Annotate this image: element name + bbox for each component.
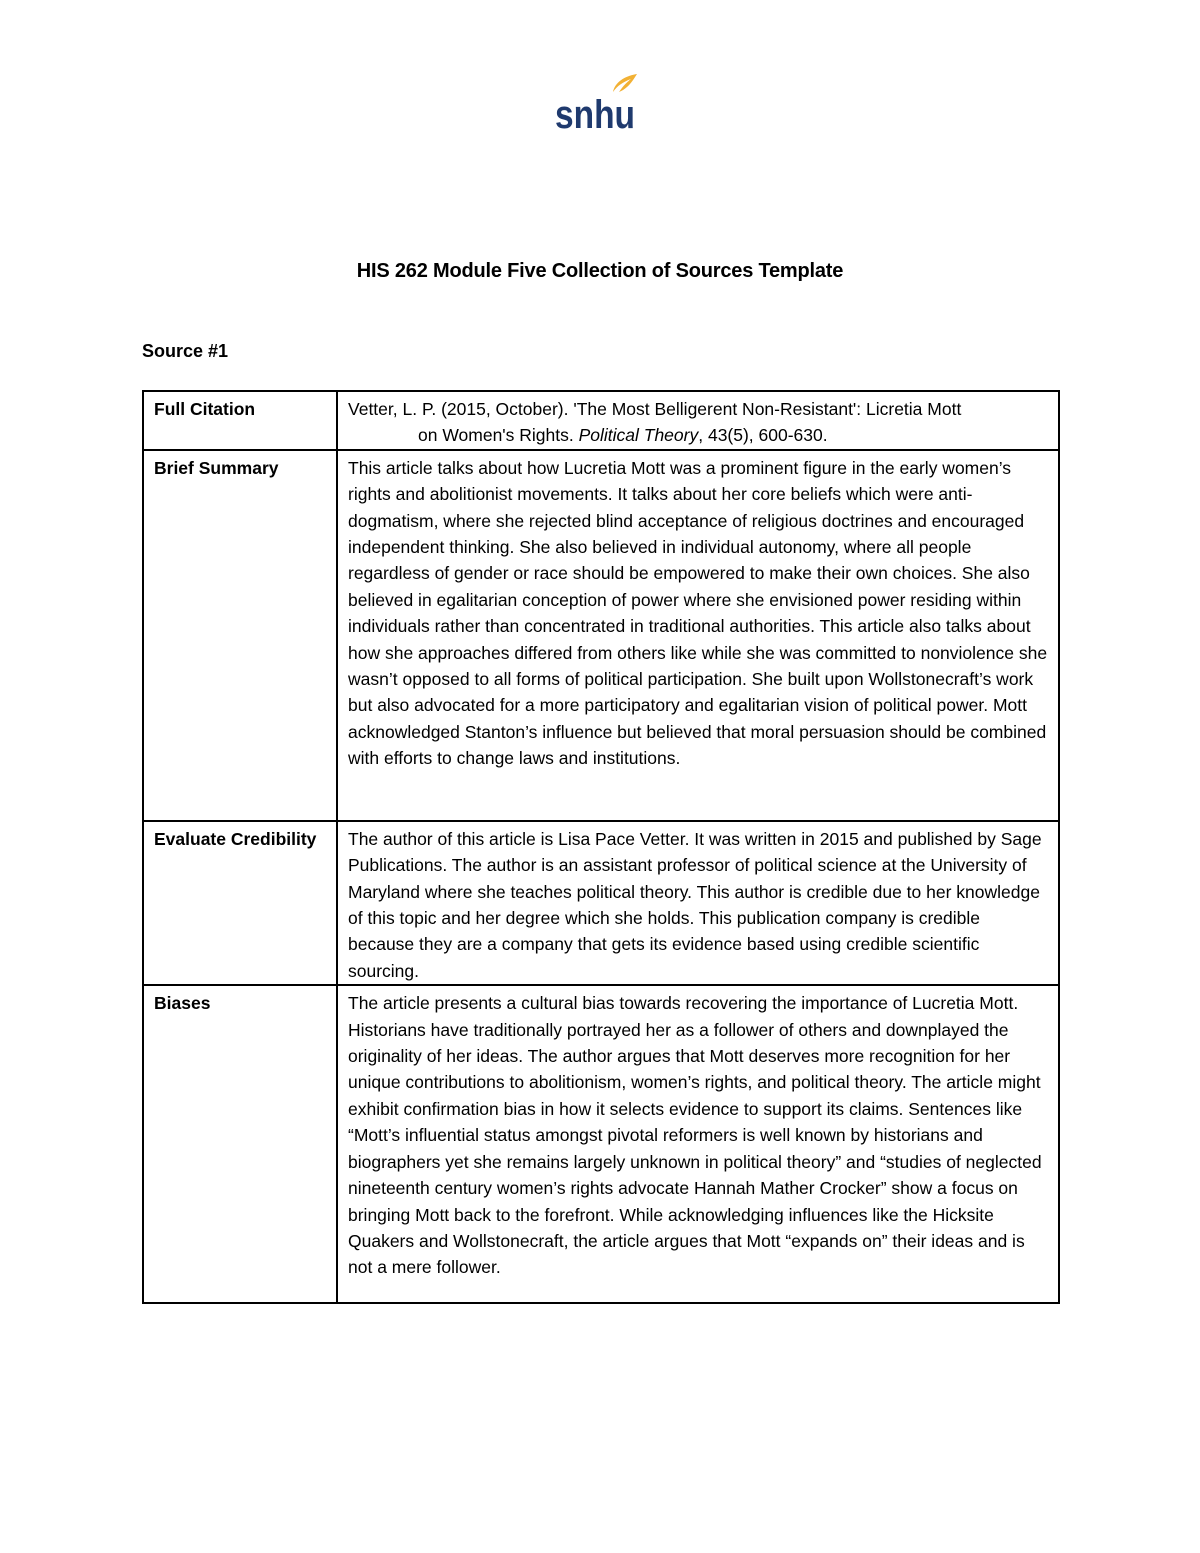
biases-text: The article presents a cultural bias towards recovering the importance of Lucretia Mott. Historians have traditionally portrayed her as a follower of others and downplayed the originality of her ideas. The author argues that Mott deserves more recognition for her unique contributions to abolitionism, women’s rights, and political theory. The article might exhibit confirmation bias in how it selects evidence to support its claims. Sentences like “Mott’s influential status amongst pivotal reformers is well known by historians and biographers yet she remains largely unknown in political theory” and “studies of neglected nineteenth century women’s rights advocate Hannah Mather Crocker” show a focus on bringing Mott back to the forefront. While acknowledging influences like the Hicksite Quakers and Wollstonecraft, the article argues that Mott “expands on” their ideas and is not a mere follower. (337, 985, 1059, 1303)
biases-label: Biases (143, 985, 337, 1303)
citation-line-1: Vetter, L. P. (2015, October). 'The Most Belligerent Non-Resistant': Licretia Mott (348, 399, 962, 419)
document-title: HIS 262 Module Five Collection of Sources Template (356, 260, 844, 282)
credibility-label: Evaluate Credibility (143, 821, 337, 985)
table-row-summary (143, 450, 1059, 821)
citation-journal: Political Theory (578, 425, 699, 446)
logo-leaf-icon (613, 74, 637, 92)
citation-cell (337, 391, 1059, 450)
source-heading: Source #1 (142, 341, 229, 361)
citation-suffix: , 43(5), 600-630. (698, 425, 828, 446)
snhu-logo-image (553, 70, 643, 134)
table-row-biases (143, 985, 1059, 1303)
citation-line-2 (348, 422, 1048, 448)
citation-prefix: on Women's Rights. (418, 425, 579, 446)
sources-table (142, 390, 1060, 1304)
summary-text: This article talks about how Lucretia Mott was a prominent figure in the early women’s rights and abolitionist movements. It talks about her core beliefs which were anti-dogmatism, where she rejected blind acceptance of religious doctrines and encouraged independent thinking. She also believed in individual autonomy, where all people regardless of gender or race should be empowered to make their own choices. She also believed in egalitarian conception of power where she envisioned power residing within individuals rather than concentrated in traditional authorities. This article also talks about how she approaches differed from others like while she was committed to nonviolence she wasn’t opposed to all forms of political participation. She built upon Wollstonecraft’s work but also advocated for a more participatory and egalitarian vision of political power. Mott acknowledged Stanton’s influence but believed that moral persuasion should be combined with efforts to change laws and institutions. (337, 450, 1059, 821)
summary-label: Brief Summary (143, 450, 337, 821)
citation-label: Full Citation (143, 391, 337, 450)
snhu-logo (553, 70, 643, 134)
table-row-credibility (143, 821, 1059, 985)
table-row-citation (143, 391, 1059, 450)
credibility-text: The author of this article is Lisa Pace Vetter. It was written in 2015 and published by Sage Publications. The author is an assistant professor of political science at the University of Maryland where she teaches political theory. This author is credible due to her knowledge of this topic and her degree which she holds. This publication company is credible because they are a company that gets its evidence based using credible scientific sourcing. (337, 821, 1059, 985)
logo-wordmark: snhu (555, 93, 635, 134)
